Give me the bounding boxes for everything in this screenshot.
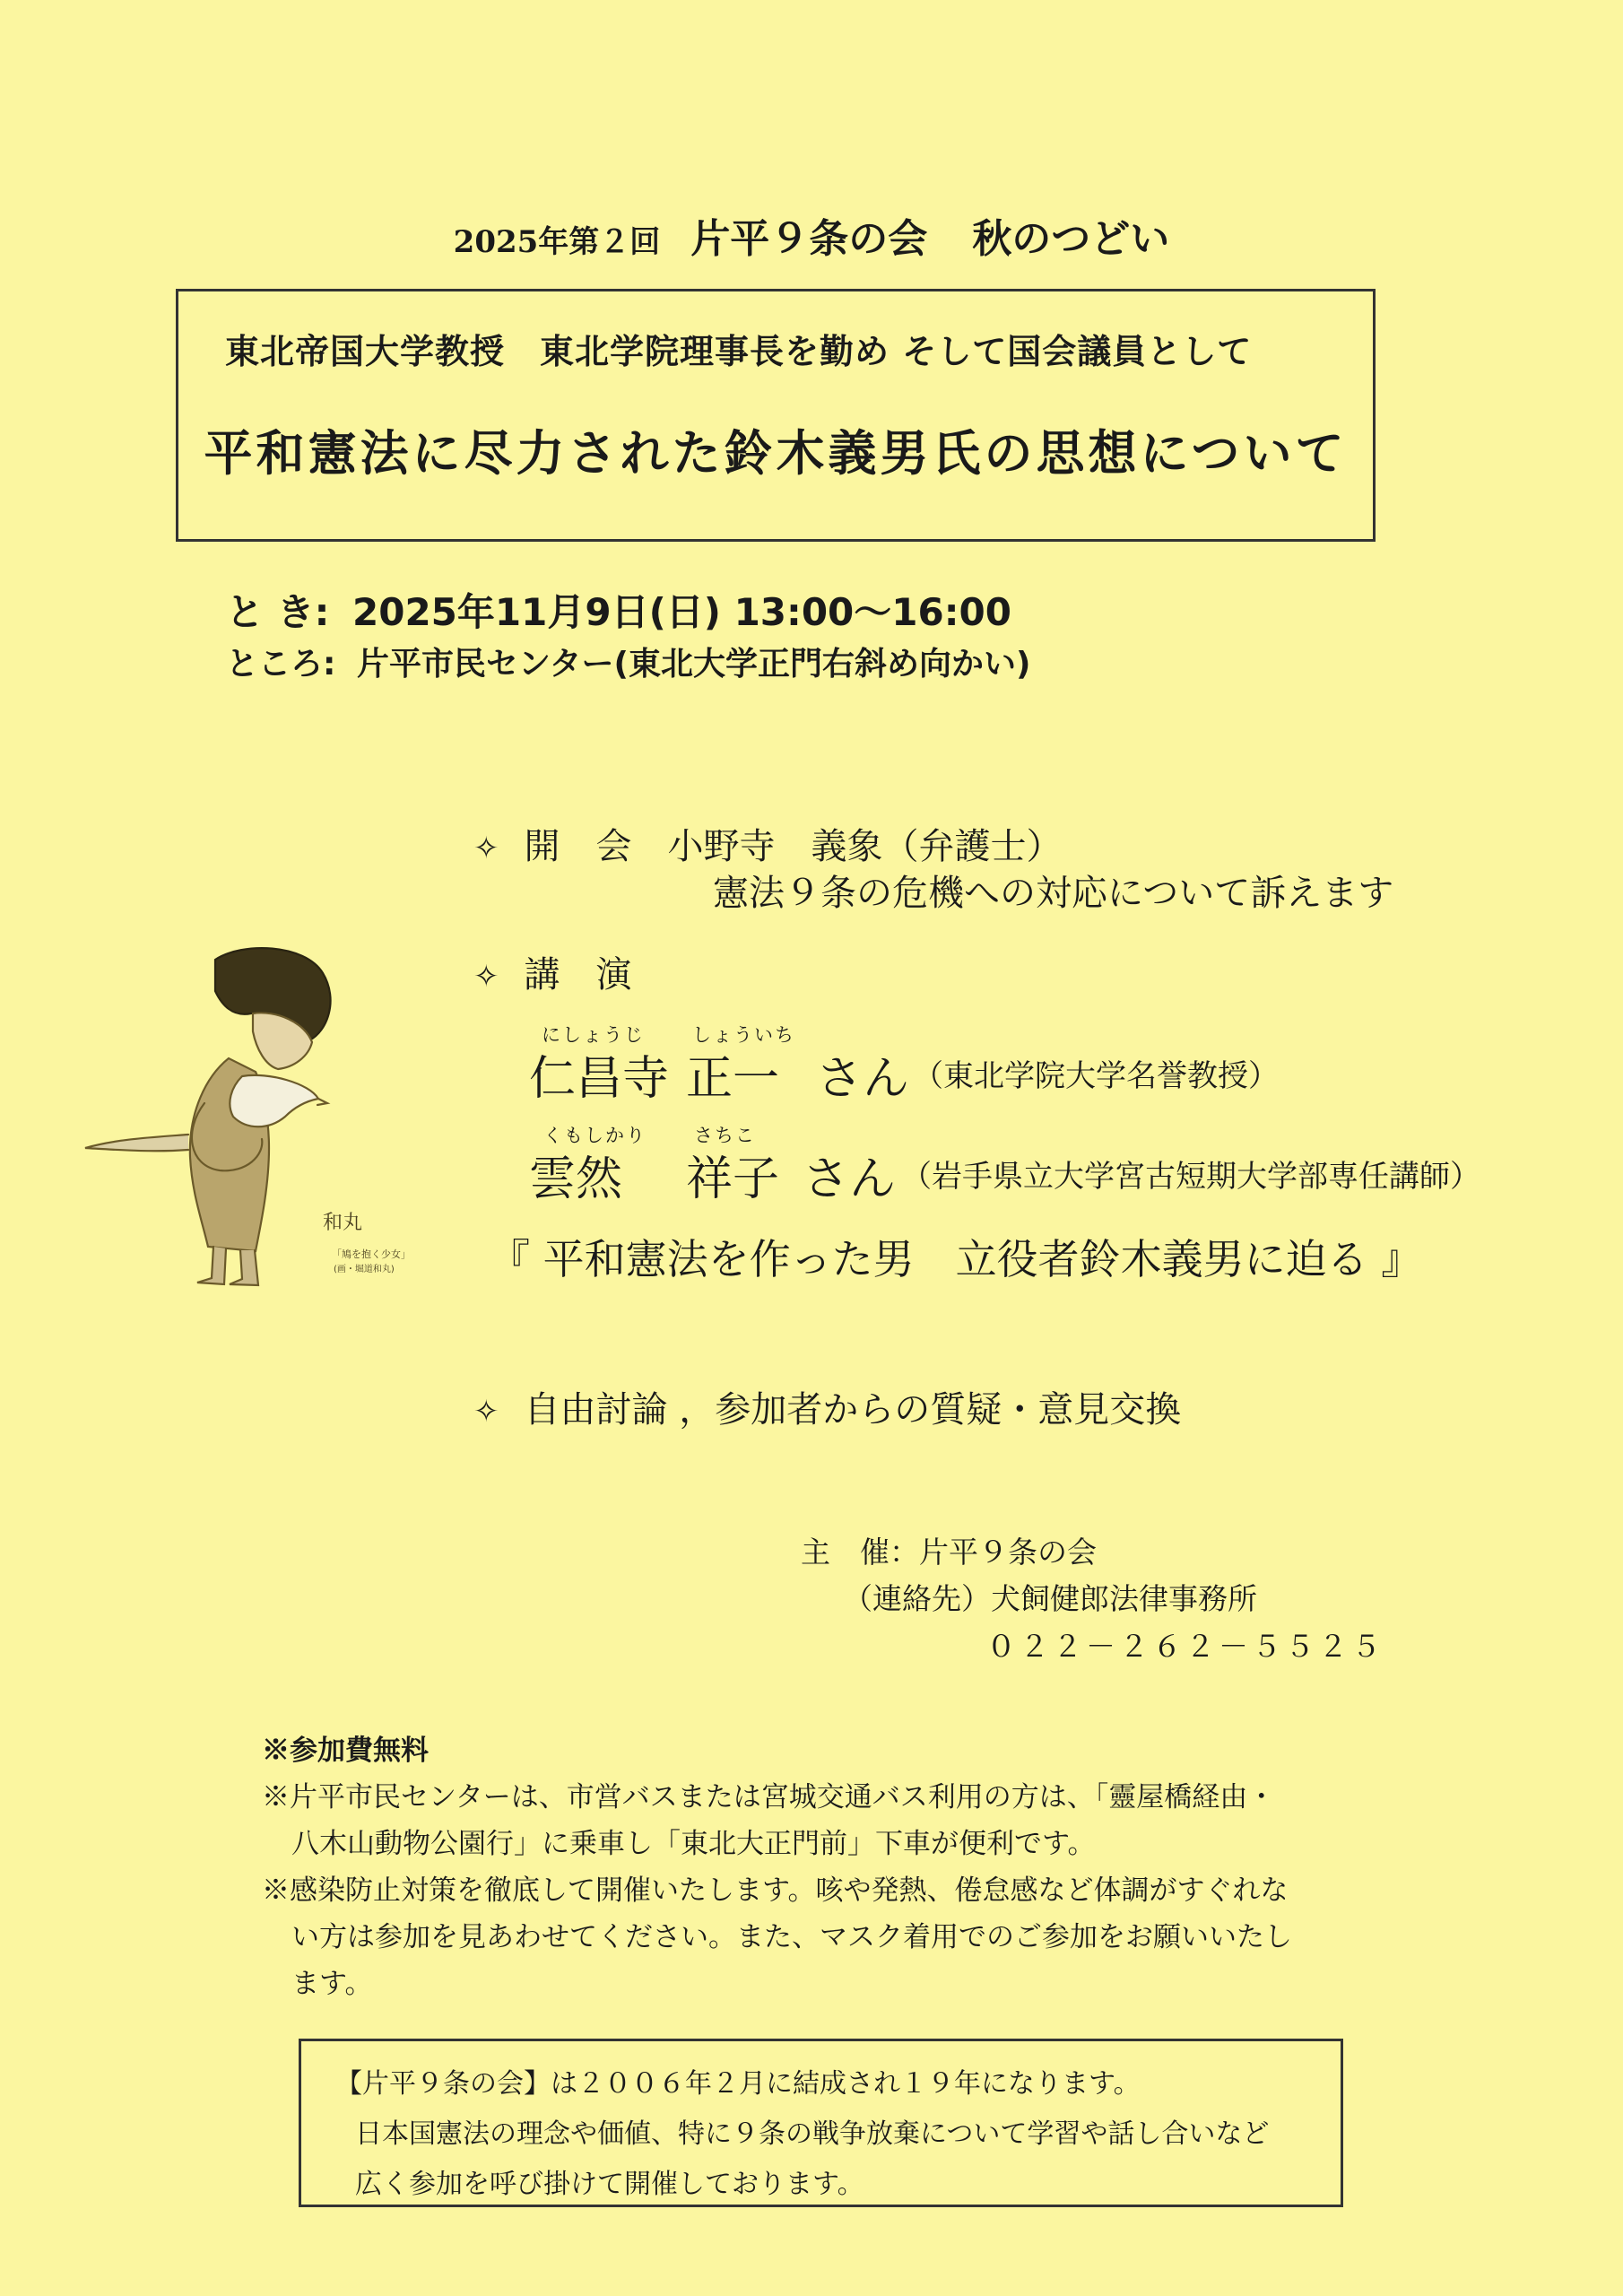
speaker2-ruby-family: くもしかり bbox=[543, 1125, 647, 1146]
title-subtitle: 東北帝国大学教授 東北学院理事長を勤め そして国会議員として bbox=[225, 331, 1253, 371]
diamond-bullet-icon: ✧ bbox=[473, 1394, 499, 1430]
when-label: と き: bbox=[226, 590, 330, 634]
speaker1-affiliation: （東北学院大学名誉教授） bbox=[913, 1058, 1279, 1094]
opening-description: 憲法９条の危機への対応について訴えます bbox=[713, 873, 1394, 914]
program-opening bbox=[473, 818, 1063, 869]
opening-speaker: 小野寺 義象（弁護士） bbox=[667, 826, 1063, 867]
illustration-signature: 和丸 bbox=[323, 1212, 363, 1234]
about-box bbox=[299, 2039, 1343, 2207]
diamond-bullet-icon: ✧ bbox=[473, 959, 499, 995]
discussion-label: 自由討論 ，参加者からの質疑・意見交換 bbox=[524, 1389, 1182, 1431]
lecture-label: 講 演 bbox=[524, 954, 632, 996]
note-infection-3: ます。 bbox=[291, 1968, 373, 2000]
speaker2-honorific: さん bbox=[803, 1152, 897, 1206]
speaker2-ruby-given: さちこ bbox=[694, 1125, 756, 1146]
speaker1-honorific: さん bbox=[816, 1052, 910, 1106]
speaker1-name-given: 正一 bbox=[686, 1052, 780, 1106]
speaker2-name-given: 祥子 bbox=[686, 1152, 780, 1206]
about-line-1: 【片平９条の会】は２００６年２月に結成され１９年になります。 bbox=[335, 2068, 1141, 2100]
speaker1-ruby-given: しょういち bbox=[692, 1024, 795, 1046]
header-year-edition: 2025年第２回 bbox=[453, 224, 661, 260]
speaker2-name-family: 雲然 bbox=[529, 1152, 623, 1206]
header-event: 秋のつどい bbox=[972, 216, 1170, 262]
when-value: 2025年11月9日(日) 13:00〜16:00 bbox=[352, 590, 1011, 634]
program-lecture bbox=[473, 946, 632, 997]
illustration-caption-2: (画・堀道和丸) bbox=[334, 1265, 395, 1274]
organizer-phone: ０２２－２６２－５５２５ bbox=[986, 1629, 1384, 1664]
program-discussion bbox=[473, 1381, 1181, 1432]
note-access-1: ※片平市民センターは、市営バスまたは宮城交通バス利用の方は、「靈屋橋経由・ bbox=[262, 1781, 1276, 1813]
title-box bbox=[176, 289, 1376, 542]
lecture-theme: 『 平和憲法を作った男 立役者鈴木義男に迫る 』 bbox=[489, 1235, 1423, 1283]
about-line-3: 広く参加を呼び掛けて開催しております。 bbox=[355, 2169, 864, 2200]
girl-with-dove-illustration bbox=[54, 924, 439, 1300]
illustration-caption-1: 「鳩を抱く少女」 bbox=[332, 1248, 411, 1260]
title-main: 平和憲法に尽力された鈴木義男氏の思想について bbox=[204, 424, 1348, 482]
note-free-admission: ※参加費無料 bbox=[262, 1735, 429, 1767]
speaker1-name-family: 仁昌寺 bbox=[529, 1052, 670, 1106]
where-label: ところ: bbox=[226, 646, 336, 683]
header-line bbox=[0, 206, 1623, 264]
speaker2-affiliation: （岩手県立大学宮古短期大学部専任講師） bbox=[901, 1159, 1480, 1195]
opening-label: 開 会 bbox=[524, 826, 632, 867]
diamond-bullet-icon: ✧ bbox=[473, 831, 499, 866]
note-infection-2: い方は参加を見あわせてください。また、マスク着用でのご参加をお願いいたし bbox=[291, 1921, 1292, 1953]
note-infection-1: ※感染防止対策を徹底して開催いたします。咳や発熱、倦怠感など体調がすぐれな bbox=[262, 1874, 1289, 1907]
where-value: 片平市民センター(東北大学正門右斜め向かい) bbox=[357, 646, 1031, 683]
organizer-contact: （連絡先）犬飼健郎法律事務所 bbox=[843, 1581, 1257, 1616]
header-org-name: 片平９条の会 bbox=[690, 216, 928, 262]
note-access-2: 八木山動物公園行」に乗車し「東北大正門前」下車が便利です。 bbox=[291, 1828, 1096, 1860]
about-line-2: 日本国憲法の理念や価値、特に９条の戦争放棄について学習や話し合いなど bbox=[355, 2118, 1270, 2150]
organizer-host: 主 催：片平９条の会 bbox=[801, 1535, 1097, 1570]
speaker1-ruby-family: にしょうじ bbox=[542, 1024, 645, 1046]
